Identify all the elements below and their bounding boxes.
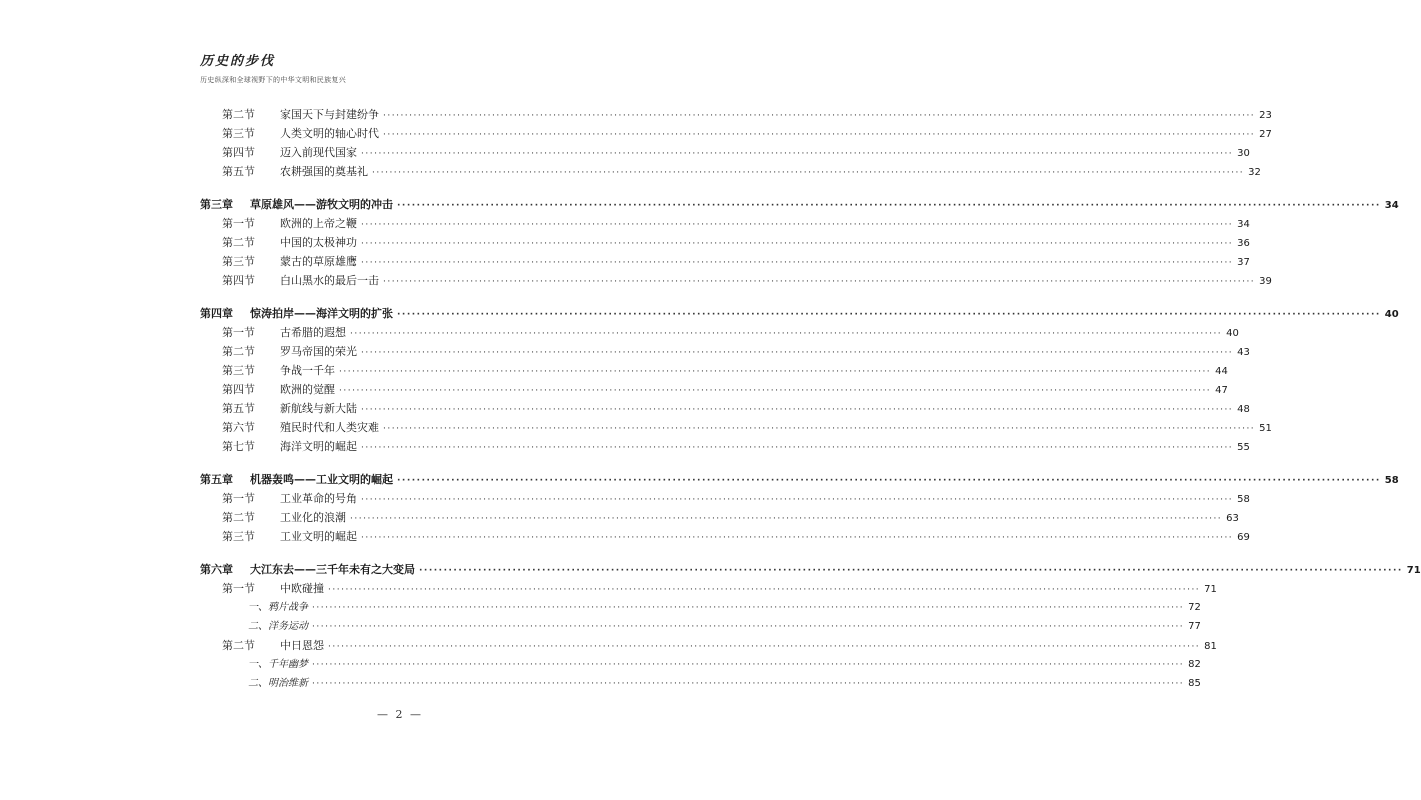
toc-entry-title: 工业革命的号角: [280, 492, 357, 505]
toc-section-row[interactable]: [200, 579, 1217, 598]
dot-leader: ········································································································································································································: [361, 495, 1234, 505]
toc-entry-page: 37: [1237, 257, 1250, 268]
toc-entry-title: 中日恩怨: [280, 639, 324, 652]
toc-entry-page: 44: [1215, 366, 1228, 377]
toc-entry-label: 第一节: [222, 217, 255, 230]
book-subtitle: 历史纵深和全球视野下的中华文明和民族复兴: [200, 76, 346, 84]
toc-entry-title: 一、千年幽梦: [248, 659, 308, 670]
toc-subsection-row[interactable]: [200, 617, 1201, 636]
toc-entry-label: 第一节: [222, 582, 255, 595]
chapter-gap: [200, 456, 594, 470]
toc-entry-title: 中国的太极神功: [280, 236, 357, 249]
toc-entry-title: 惊涛拍岸——海洋文明的扩张: [250, 307, 393, 320]
toc-entry-title: 一、鸦片战争: [248, 602, 308, 613]
dot-leader: ········································································································································································································: [339, 367, 1212, 377]
toc-section-row[interactable]: [200, 399, 1250, 418]
toc-entry-label: 第五章: [200, 473, 233, 486]
toc-section-row[interactable]: [200, 214, 1250, 233]
toc-chapter-row[interactable]: [200, 560, 1421, 579]
toc-entry-label: 第四节: [222, 146, 255, 159]
dot-leader: ········································································································································································································: [361, 443, 1234, 453]
toc-entry-page: 32: [1248, 167, 1261, 178]
toc-section-row[interactable]: [200, 489, 1250, 508]
toc-entry-page: 43: [1237, 347, 1250, 358]
toc-section-row[interactable]: [200, 252, 1250, 271]
toc-entry-title: 农耕强国的奠基礼: [280, 165, 368, 178]
toc-entry-page: 34: [1384, 200, 1399, 211]
toc-entry-label: 第三节: [222, 127, 255, 140]
toc-entry-label: 第二节: [222, 345, 255, 358]
dot-leader: ········································································································································································································: [361, 533, 1234, 543]
toc-entry-page: 85: [1188, 678, 1201, 689]
toc-section-row[interactable]: [200, 323, 1239, 342]
dot-leader: ········································································································································································································: [339, 386, 1212, 396]
dot-leader: ········································································································································································································: [361, 348, 1234, 358]
toc-entry-title: 欧洲的觉醒: [280, 383, 335, 396]
toc-entry-title: 二、明治维新: [248, 678, 308, 689]
toc-entry-page: 58: [1237, 494, 1250, 505]
toc-section-row[interactable]: [200, 124, 1272, 143]
toc-entry-label: 第七节: [222, 440, 255, 453]
toc-section-row[interactable]: [200, 233, 1250, 252]
toc-section-row[interactable]: [200, 527, 1250, 546]
toc-entry-label: 第三节: [222, 364, 255, 377]
dot-leader: ········································································································································································································: [372, 168, 1245, 178]
toc-chapter-row[interactable]: [200, 195, 1399, 214]
toc-entry-label: 第二节: [222, 639, 255, 652]
toc-entry-page: 23: [1259, 110, 1272, 121]
dot-leader: ········································································································································································································: [350, 329, 1223, 339]
toc-section-row[interactable]: [200, 143, 1250, 162]
toc-entry-page: 81: [1204, 641, 1217, 652]
dot-leader: ········································································································································································································: [361, 239, 1234, 249]
toc-entry-label: 第三节: [222, 530, 255, 543]
dot-leader: ········································································································································································································: [419, 566, 1403, 576]
dot-leader: ········································································································································································································: [383, 111, 1256, 121]
toc-section-row[interactable]: [200, 636, 1217, 655]
toc-entry-title: 草原雄风——游牧文明的冲击: [250, 198, 393, 211]
toc-entry-label: 第三章: [200, 198, 233, 211]
toc-entry-title: 争战一千年: [280, 364, 335, 377]
toc-entry-page: 77: [1188, 621, 1201, 632]
toc-entry-title: 新航线与新大陆: [280, 402, 357, 415]
toc-section-row[interactable]: [200, 418, 1272, 437]
dot-leader: ········································································································································································································: [361, 220, 1234, 230]
dot-leader: ········································································································································································································: [328, 642, 1201, 652]
toc-entry-title: 二、洋务运动: [248, 621, 308, 632]
toc-entry-title: 大江东去——三千年未有之大变局: [250, 563, 415, 576]
toc-entry-page: 27: [1259, 129, 1272, 140]
toc-entry-title: 工业化的浪潮: [280, 511, 346, 524]
dot-leader: ········································································································································································································: [312, 603, 1185, 613]
toc-entry-page: 82: [1188, 659, 1201, 670]
chapter-gap: [200, 181, 594, 195]
toc-entry-title: 中欧碰撞: [280, 582, 324, 595]
toc-subsection-row[interactable]: [200, 674, 1201, 693]
toc-entry-label: 第五节: [222, 165, 255, 178]
toc-entry-page: 47: [1215, 385, 1228, 396]
toc-entry-page: 36: [1237, 238, 1250, 249]
toc-entry-label: 第三节: [222, 255, 255, 268]
toc-entry-title: 古希腊的遐想: [280, 326, 346, 339]
toc-entry-title: 殖民时代和人类灾难: [280, 421, 379, 434]
toc-entry-page: 40: [1384, 309, 1399, 320]
toc-entry-label: 第二节: [222, 236, 255, 249]
dot-leader: ········································································································································································································: [383, 130, 1256, 140]
dot-leader: ········································································································································································································: [312, 660, 1185, 670]
dot-leader: ········································································································································································································: [361, 405, 1234, 415]
toc-section-row[interactable]: [200, 342, 1250, 361]
toc-entry-page: 71: [1204, 584, 1217, 595]
toc-entry-title: 工业文明的崛起: [280, 530, 357, 543]
toc-entry-page: 55: [1237, 442, 1250, 453]
toc-section-row[interactable]: [200, 437, 1250, 456]
toc-entry-label: 第二节: [222, 108, 255, 121]
dot-leader: ········································································································································································································: [361, 149, 1234, 159]
toc-entry-title: 海洋文明的崛起: [280, 440, 357, 453]
toc-chapter-row[interactable]: [200, 470, 1399, 489]
dot-leader: ········································································································································································································: [397, 201, 1381, 211]
toc-entry-label: 第五节: [222, 402, 255, 415]
toc-section-row[interactable]: [200, 508, 1239, 527]
toc-subsection-row[interactable]: [200, 598, 1201, 617]
toc-entry-page: 48: [1237, 404, 1250, 415]
dot-leader: ········································································································································································································: [312, 679, 1185, 689]
dot-leader: ········································································································································································································: [397, 476, 1381, 486]
toc-entry-label: 第一节: [222, 492, 255, 505]
toc-entry-label: 第一节: [222, 326, 255, 339]
dot-leader: ········································································································································································································: [350, 514, 1223, 524]
toc-subsection-row[interactable]: [200, 655, 1201, 674]
dot-leader: ········································································································································································································: [328, 585, 1201, 595]
toc-section-row[interactable]: [200, 162, 1261, 181]
chapter-gap: [200, 546, 594, 560]
toc-entry-page: 51: [1259, 423, 1272, 434]
toc-entry-label: 第六章: [200, 563, 233, 576]
toc-entry-page: 72: [1188, 602, 1201, 613]
dot-leader: ········································································································································································································: [361, 258, 1234, 268]
toc-entry-page: 34: [1237, 219, 1250, 230]
toc-entry-page: 58: [1384, 475, 1399, 486]
toc-section-row[interactable]: [200, 271, 1272, 290]
page-number: — 2 —: [377, 708, 423, 721]
toc-entry-label: 第六节: [222, 421, 255, 434]
toc-entry-page: 69: [1237, 532, 1250, 543]
toc-entry-label: 第四节: [222, 274, 255, 287]
dot-leader: ········································································································································································································: [383, 277, 1256, 287]
toc-entry-page: 39: [1259, 276, 1272, 287]
table-of-contents: [200, 105, 1421, 693]
toc-entry-title: 人类文明的轴心时代: [280, 127, 379, 140]
running-header: [200, 50, 346, 85]
book-title: 历史的步伐: [200, 54, 276, 69]
toc-entry-title: 家国天下与封建纷争: [280, 108, 379, 121]
dot-leader: ········································································································································································································: [397, 310, 1381, 320]
toc-chapter-row[interactable]: [200, 304, 1399, 323]
toc-entry-title: 欧洲的上帝之鞭: [280, 217, 357, 230]
toc-entry-title: 迈入前现代国家: [280, 146, 357, 159]
toc-entry-title: 白山黑水的最后一击: [280, 274, 379, 287]
toc-entry-label: 第二节: [222, 511, 255, 524]
toc-entry-page: 30: [1237, 148, 1250, 159]
toc-entry-title: 蒙古的草原雄鹰: [280, 255, 357, 268]
toc-entry-page: 63: [1226, 513, 1239, 524]
toc-entry-label: 第四节: [222, 383, 255, 396]
toc-entry-title: 机器轰鸣——工业文明的崛起: [250, 473, 393, 486]
toc-entry-label: 第四章: [200, 307, 233, 320]
chapter-gap: [200, 290, 594, 304]
dot-leader: ········································································································································································································: [312, 622, 1185, 632]
toc-entry-page: 71: [1406, 565, 1421, 576]
toc-entry-title: 罗马帝国的荣光: [280, 345, 357, 358]
dot-leader: ········································································································································································································: [383, 424, 1256, 434]
toc-section-row[interactable]: [200, 380, 1228, 399]
toc-section-row[interactable]: [200, 361, 1228, 380]
toc-entry-page: 40: [1226, 328, 1239, 339]
toc-section-row[interactable]: [200, 105, 1272, 124]
